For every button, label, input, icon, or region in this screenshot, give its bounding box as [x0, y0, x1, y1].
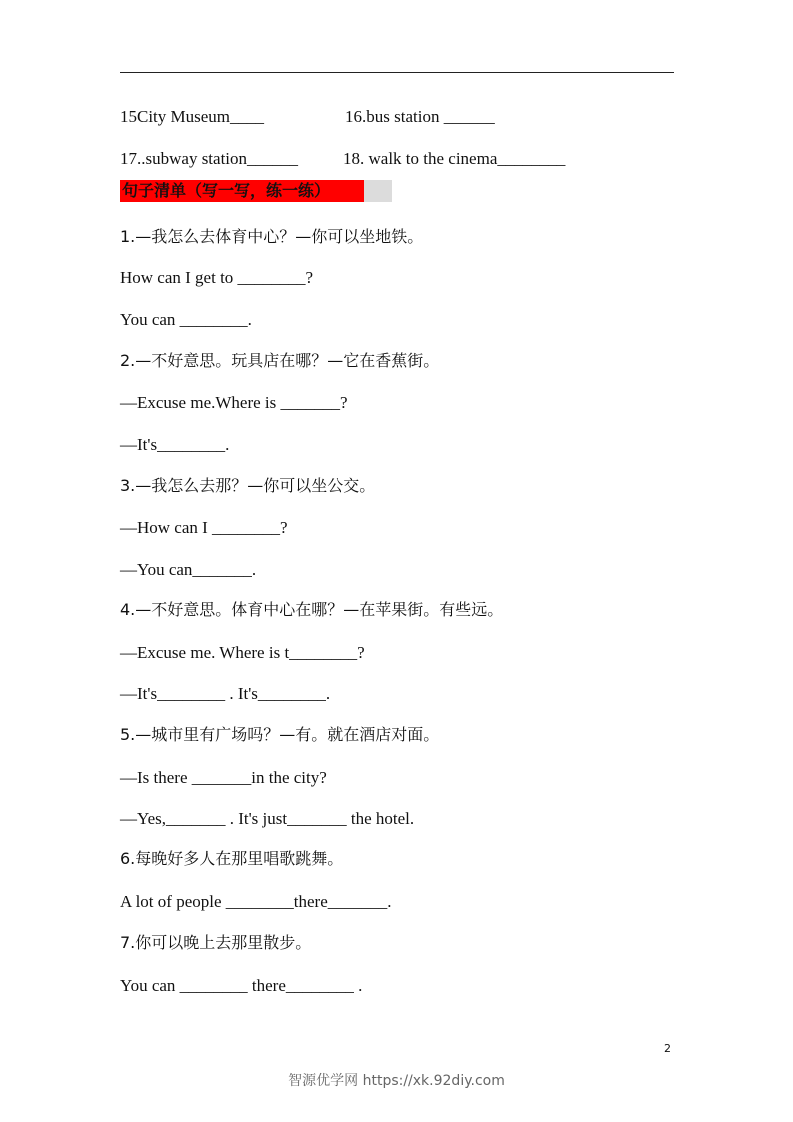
exercise-4-prompt: 4.—不好意思。体育中心在哪？—在苹果街。有些远。	[120, 600, 504, 619]
page-number: 2	[664, 1042, 671, 1055]
section-title: 句子清单（写一写，练一练）	[120, 180, 364, 202]
footer-watermark: 智源优学网 https://xk.92diy.com	[288, 1073, 505, 1089]
exercise-2-prompt: 2.—不好意思。玩具店在哪？—它在香蕉街。	[120, 351, 440, 370]
exercise-1-question: How can I get to ________?	[120, 268, 314, 287]
exercise-2-answer: —It's________.	[120, 435, 230, 454]
exercise-6-sentence: A lot of people ________there_______.	[120, 892, 392, 911]
exercise-2-question: —Excuse me.Where is _______?	[120, 393, 348, 412]
exercise-4-question: —Excuse me. Where is t________?	[120, 643, 365, 662]
section-title-bar	[120, 180, 392, 202]
vocab-item-16: 16.bus station ______	[345, 107, 495, 126]
exercise-6-prompt: 6.每晚好多人在那里唱歌跳舞。	[120, 849, 344, 868]
exercise-4-answer: —It's________ . It's________.	[120, 684, 331, 703]
vocab-item-15: 15City Museum____	[120, 107, 265, 126]
header-rule	[120, 72, 674, 73]
exercise-3-prompt: 3.—我怎么去那？—你可以坐公交。	[120, 476, 376, 495]
vocab-item-17: 17..subway station______	[120, 149, 299, 168]
exercise-5-question: —Is there _______in the city?	[120, 768, 327, 787]
exercise-7-prompt: 7.你可以晚上去那里散步。	[120, 933, 312, 952]
vocab-item-18: 18. walk to the cinema________	[343, 149, 566, 168]
exercise-5-prompt: 5.—城市里有广场吗？—有。就在酒店对面。	[120, 725, 440, 744]
exercise-1-answer: You can ________.	[120, 310, 252, 329]
exercise-3-answer: —You can_______.	[120, 560, 257, 579]
exercise-3-question: —How can I ________?	[120, 518, 288, 537]
exercise-7-sentence: You can ________ there________ .	[120, 976, 363, 995]
exercise-1-prompt: 1.—我怎么去体育中心？—你可以坐地铁。	[120, 227, 424, 246]
exercise-5-answer: —Yes,_______ . It's just_______ the hotel.	[120, 809, 415, 828]
